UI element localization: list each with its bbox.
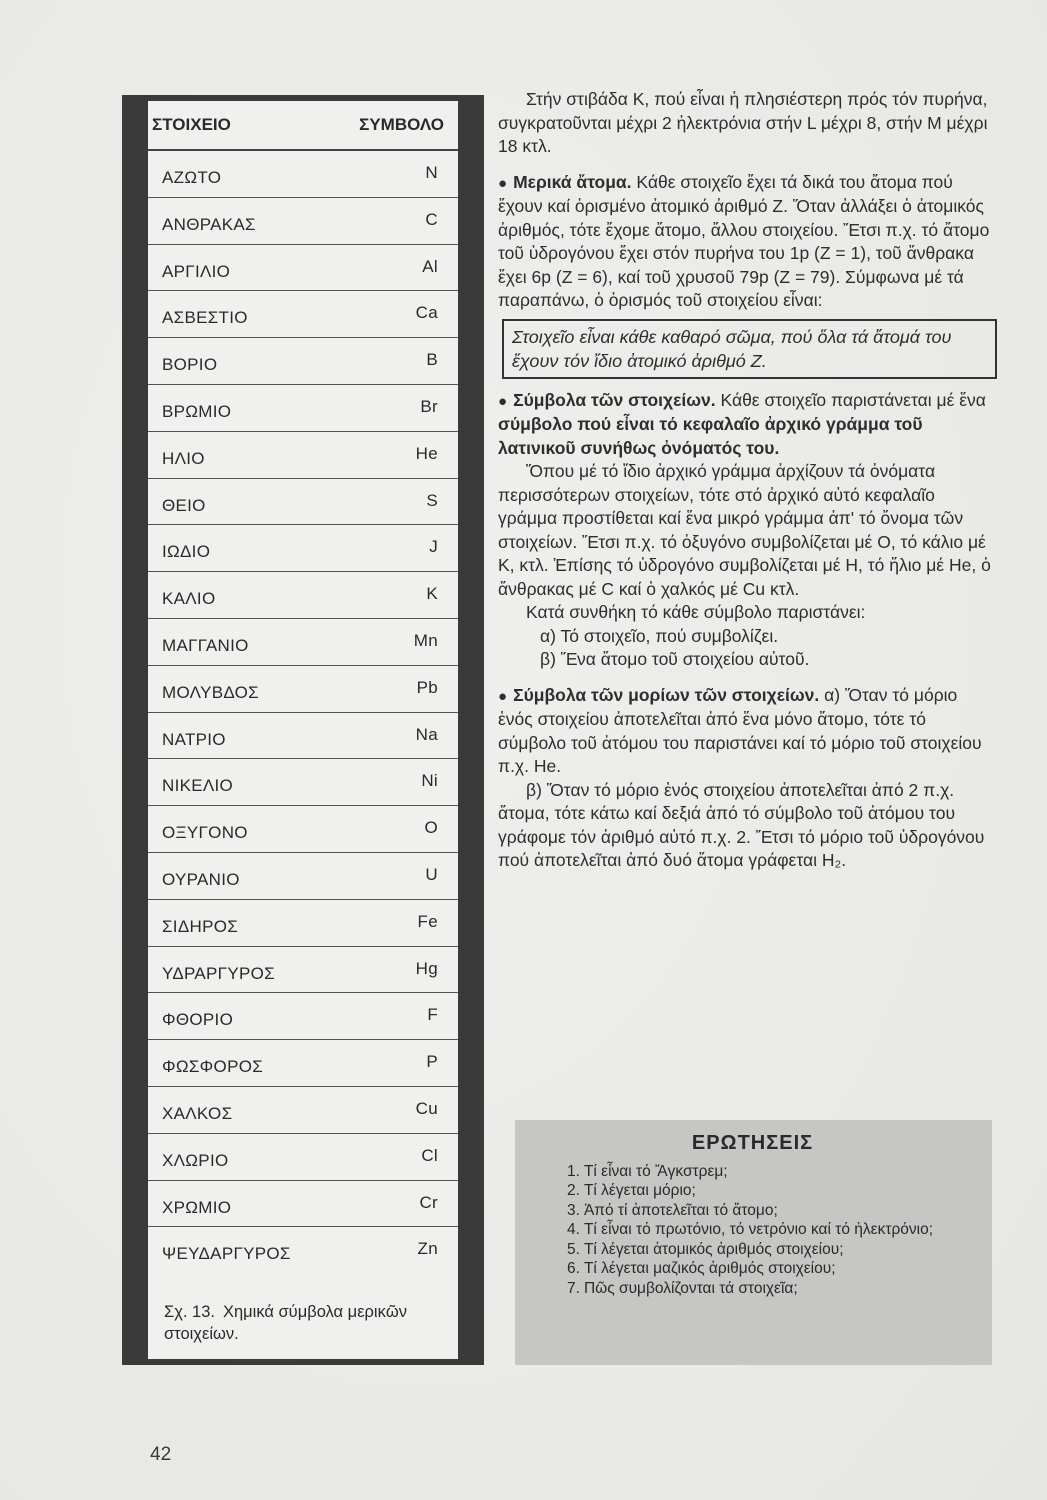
page-number: 42 xyxy=(150,1444,172,1465)
question-text: Ἀπό τί ἀποτελεῖται τό ἄτομο; xyxy=(583,1201,778,1219)
section-title: Μερικά ἄτομα. xyxy=(513,171,632,192)
question-text: Τί λέγεται μαζικός ἀριθμός στοιχείου; xyxy=(583,1260,836,1277)
element-symbol: C xyxy=(425,209,438,229)
header-element: ΣΤΟΙΧΕΙΟ xyxy=(152,115,231,134)
question-number: 7. xyxy=(567,1279,580,1297)
intro-paragraph: Στήν στιβάδα Κ, πού εἶναι ἡ πλησιέστερη πρός τόν πυρήνα, συγκρατοῦνται μέχρι 2 ἠλεκτρόνια στήν L μέχρι 8, στήν Μ μέχρι 18 κτλ. xyxy=(498,89,988,156)
table-row xyxy=(148,947,458,994)
element-name: ΧΛΩΡΙΟ xyxy=(162,1150,229,1170)
question-item xyxy=(527,1201,978,1221)
questions-title: ΕΡΩΤΗΣΕΙΣ xyxy=(691,1132,814,1154)
element-symbol: P xyxy=(426,1052,438,1072)
element-symbol: N xyxy=(425,163,438,182)
element-symbol: Cr xyxy=(419,1192,438,1212)
question-text: Τί λέγεται μόριο; xyxy=(583,1182,696,1199)
element-symbol: Cl xyxy=(421,1145,438,1165)
header-symbol: ΣΥΜΒΟΛΟ xyxy=(359,115,444,134)
table-row xyxy=(148,759,458,806)
element-name: ΜΑΓΓΑΝΙΟ xyxy=(162,635,249,655)
element-symbol: Br xyxy=(420,396,438,416)
table-rows xyxy=(148,151,458,1273)
element-name: ΑΡΓΙΛΙΟ xyxy=(162,261,231,281)
table-row xyxy=(148,853,458,900)
question-item xyxy=(527,1259,978,1279)
question-item xyxy=(527,1162,978,1182)
element-symbol: Zn xyxy=(417,1239,438,1259)
table-row xyxy=(148,619,458,666)
table-row xyxy=(148,993,458,1040)
element-name: ΟΥΡΑΝΙΟ xyxy=(162,869,240,889)
table-row xyxy=(148,525,458,572)
element-name: ΨΕΥΔΑΡΓΥΡΟΣ xyxy=(162,1244,291,1264)
element-name: ΜΟΛΥΒΔΟΣ xyxy=(162,682,259,702)
table-row xyxy=(148,245,458,292)
element-symbol: K xyxy=(426,584,438,604)
table-row xyxy=(148,151,458,198)
element-name: ΗΛΙΟ xyxy=(162,448,205,468)
table-row xyxy=(148,198,458,245)
question-number: 5. xyxy=(567,1240,580,1258)
list-item: α) Τό στοιχεῖο, πού συμβολίζει. xyxy=(540,625,779,646)
element-symbol: He xyxy=(415,443,438,463)
question-text: Τί εἶναι τό πρωτόνιο, τό νετρόνιο καί τό ἠλεκτρόνιο; xyxy=(583,1221,934,1238)
element-symbol: Al xyxy=(422,256,438,276)
element-name: ΦΘΟΡΙΟ xyxy=(162,1010,234,1030)
section-body: Κάθε στοιχεῖο ἔχει τά δικά του ἄτομα πού ἔχουν καί ὁρισμένο ἀτομικό ἀριθμό Ζ. Ὅταν ἀλλάξει ὁ ἀτομικός ἀριθμός, τότε ἔχομε ἄτομο, ἄλλου στοιχείου. Ἔτσι π.χ. τό ἄτομο τοῦ ὑδρογόνου ἔχει στόν πυρήνα του 1p (Z = 1), τοῦ ἄνθρακα ἔχει 6p (Z = 6), καί τοῦ χρυσοῦ 79p (Z = 79). Σύμφωνα μέ τά παραπάνω, ὁ ὁρισμός τοῦ στοιχείου εἶναι: xyxy=(498,171,990,310)
element-name: ΣΙΔΗΡΟΣ xyxy=(162,916,239,936)
elements-symbol-table xyxy=(122,95,484,1365)
figure-number: Σχ. 13. xyxy=(164,1303,215,1321)
table-row xyxy=(148,1040,458,1087)
question-item xyxy=(527,1181,978,1201)
element-name: ΧΑΛΚΟΣ xyxy=(162,1103,233,1123)
element-symbol: O xyxy=(424,818,438,838)
section-body: Κάθε στοιχεῖο παριστάνεται μέ ἕνα xyxy=(720,389,986,410)
element-symbol: U xyxy=(425,864,438,884)
section-emphasis: σύμβολο πού εἶναι τό κεφαλαῖο ἀρχικό γράμμα τοῦ λατινικοῦ συνήθως ὀνόματός του. xyxy=(498,414,923,458)
definition-box: Στοιχεῖο εἶναι κάθε καθαρό σῶμα, πού ὅλα τά ἄτομά του ἔχουν τόν ἴδιο ἀτομικό ἀριθμό Ζ. xyxy=(502,319,997,379)
element-name: ΒΡΩΜΙΟ xyxy=(162,401,232,421)
element-name: ΒΟΡΙΟ xyxy=(162,355,218,375)
element-symbol: B xyxy=(426,350,438,370)
table-row xyxy=(148,1181,458,1228)
element-symbol: Na xyxy=(415,724,438,744)
element-name: ΝΑΤΡΙΟ xyxy=(162,729,226,749)
element-symbol: Pb xyxy=(416,677,438,697)
question-number: 4. xyxy=(567,1221,580,1238)
paragraph: Ὅπου μέ τό ἴδιο ἀρχικό γράμμα ἀρχίζουν τά ὀνόματα περισσότερων στοιχείων, τότε στό ἀρχικό αὐτό κεφαλαῖο γράμμα προστίθεται καί ἕνα μικρό γράμμα ἀπ' τό ὄνομα τῶν στοιχείων. Ἔτσι π.χ. τό ὀξυγόνο συμβολίζεται μέ Ο, τό κάλιο μέ Κ, κτλ. Ἐπίσης τό ὑδρογόνο συμβολίζεται μέ Η, τό ἥλιο μέ He, ὁ ἄνθρακας μέ C καί ὁ χαλκός μέ Cu κτλ. xyxy=(498,461,991,599)
section-body: α) Ὅταν τό μόριο ἑνός στοιχείου ἀποτελεῖται ἀπό ἕνα μόνο ἄτομο, τότε τό σύμβολο τοῦ ἀτόμου του παριστάνει καί τό μόριο τοῦ στοιχείου π.χ. He. xyxy=(498,684,982,776)
table-row xyxy=(148,713,458,760)
bullet-icon: ● xyxy=(498,174,508,192)
section-title: Σύμβολα τῶν μορίων τῶν στοιχείων. xyxy=(513,684,820,705)
table-row xyxy=(148,291,458,338)
question-item xyxy=(527,1279,978,1299)
section-title: Σύμβολα τῶν στοιχείων. xyxy=(513,389,716,410)
paragraph: Κατά συνθήκη τό κάθε σύμβολο παριστάνει: xyxy=(526,602,866,622)
element-symbol: Ni xyxy=(421,771,438,791)
element-name: ΑΣΒΕΣΤΙΟ xyxy=(162,308,248,328)
table-row xyxy=(148,479,458,526)
table-row xyxy=(148,1134,458,1181)
question-number: 3. xyxy=(567,1201,580,1219)
figure-caption xyxy=(164,1301,452,1345)
bullet-icon: ● xyxy=(498,392,508,410)
paragraph: β) Ὅταν τό μόριο ἑνός στοιχείου ἀποτελεῖται ἀπό 2 π.χ. ἄτομα, τότε κάτω καί δεξιά ἀπό τό σύμβολο τοῦ ἀτόμου του γράφομε τόν ἀριθμό αὐτό π.χ. 2. Ἔτσι τό μόριο τοῦ ὑδρογόνου πού ἀποτελεῖται ἀπό δυό ἄτομα γράφεται H₂. xyxy=(498,779,985,870)
element-name: ΚΑΛΙΟ xyxy=(162,589,216,609)
table-header xyxy=(148,101,458,151)
element-name: ΥΔΡΑΡΓΥΡΟΣ xyxy=(162,963,275,983)
element-name: ΑΝΘΡΑΚΑΣ xyxy=(162,214,256,234)
element-name: ΙΩΔΙΟ xyxy=(162,542,211,562)
table-row xyxy=(148,572,458,619)
table-row xyxy=(148,1227,458,1273)
question-item xyxy=(527,1220,978,1240)
element-name: ΦΩΣΦΟΡΟΣ xyxy=(162,1057,264,1077)
question-item xyxy=(527,1240,978,1260)
section-molecules xyxy=(498,684,991,779)
table-row xyxy=(148,338,458,385)
question-text: Πῶς συμβολίζονται τά στοιχεῖα; xyxy=(583,1279,798,1297)
section-atoms xyxy=(498,171,991,313)
section-symbols xyxy=(498,389,991,461)
questions-list xyxy=(527,1162,978,1299)
element-symbol: S xyxy=(426,490,438,510)
list-item: β) Ἕνα ἄτομο τοῦ στοιχείου αὐτοῦ. xyxy=(540,649,810,669)
table-row xyxy=(148,385,458,432)
questions-box xyxy=(515,1120,992,1365)
table-row xyxy=(148,432,458,479)
question-text: Τί λέγεται ἀτομικός ἀριθμός στοιχείου; xyxy=(583,1240,844,1258)
table-body xyxy=(148,101,458,1359)
element-symbol: J xyxy=(429,537,438,557)
element-name: ΟΞΥΓΟΝΟ xyxy=(162,823,248,843)
table-row xyxy=(148,1087,458,1134)
table-row xyxy=(148,900,458,947)
element-name: ΘΕΙΟ xyxy=(162,495,206,515)
element-name: ΑΖΩΤΟ xyxy=(162,168,222,187)
figure-caption-text: Χημικά σύμβολα μερικῶν στοιχείων. xyxy=(164,1303,407,1343)
bullet-icon: ● xyxy=(498,687,508,705)
question-number: 6. xyxy=(567,1260,580,1277)
table-row xyxy=(148,666,458,713)
element-symbol: F xyxy=(427,1005,438,1025)
element-symbol: Fe xyxy=(417,911,438,931)
question-number: 1. xyxy=(567,1162,580,1180)
element-symbol: Cu xyxy=(415,1098,438,1118)
question-text: Τί εἶναι τό Ἄγκστρεμ; xyxy=(583,1162,728,1180)
element-symbol: Hg xyxy=(415,958,438,978)
element-name: ΧΡΩΜΙΟ xyxy=(162,1197,232,1217)
element-symbol: Mn xyxy=(413,630,438,650)
table-row xyxy=(148,806,458,853)
body-text-column xyxy=(498,88,991,873)
element-symbol: Ca xyxy=(415,303,438,323)
question-number: 2. xyxy=(567,1182,580,1199)
element-name: ΝΙΚΕΛΙΟ xyxy=(162,776,234,796)
